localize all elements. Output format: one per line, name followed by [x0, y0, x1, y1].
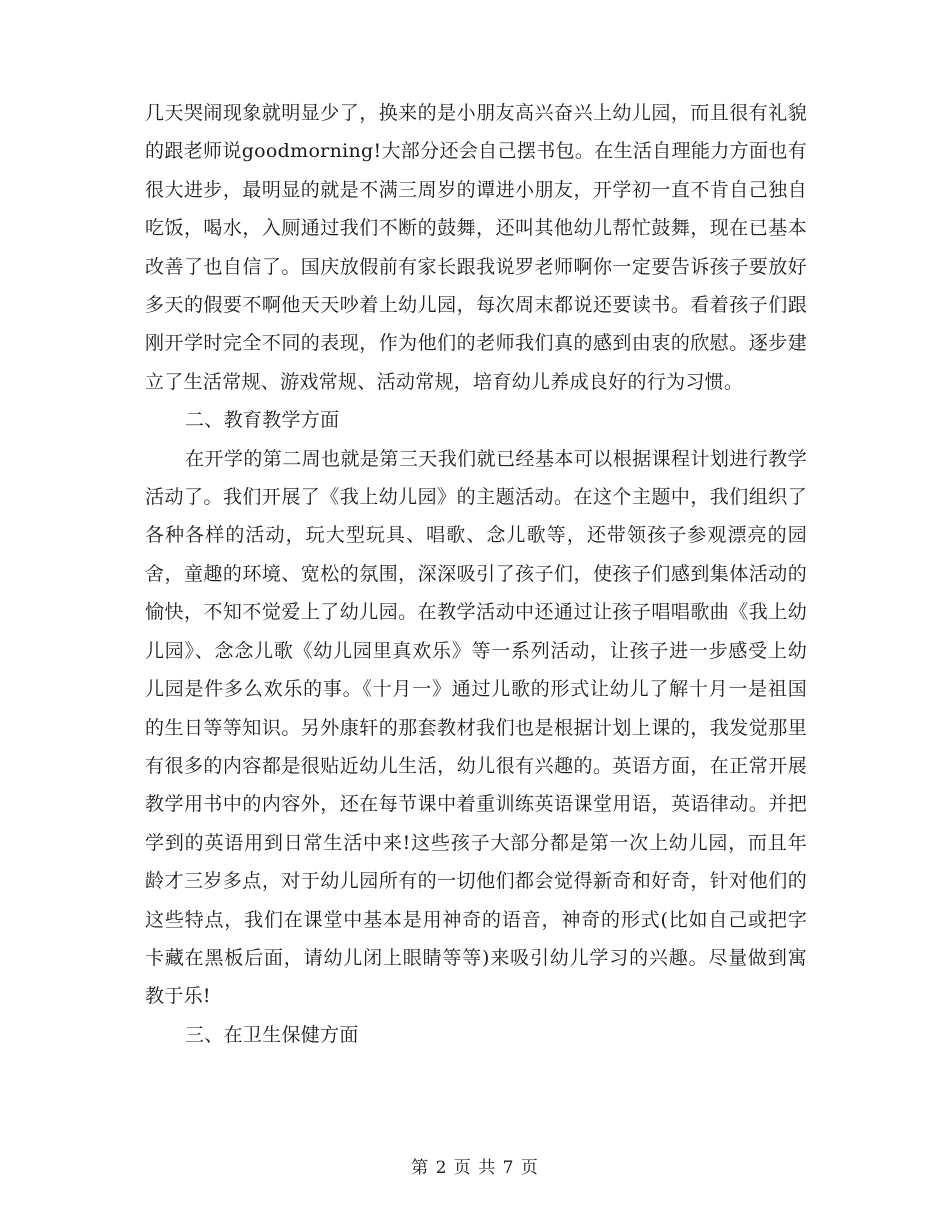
heading-health-care: 三、在卫生保健方面	[185, 1023, 359, 1046]
document-body	[145, 94, 807, 1054]
paragraph-education-teaching: 在开学的第二周也就是第三天我们就已经基本可以根据课程计划进行教学活动了。我们开展了《我上幼儿园》的主题活动。在这个主题中，我们组织了各种各样的活动，玩大型玩具、唱歌、念儿歌等，还带领孩子参观漂亮的园舍，童趣的环境、宽松的氛围，深深吸引了孩子们，使孩子们感到集体活动的愉快，不知不觉爱上了幼儿园。在教学活动中还通过让孩子唱唱歌曲《我上幼儿园》、念念儿歌《幼儿园里真欢乐》等一系列活动，让孩子进一步感受上幼儿园是件多么欢乐的事。《十月一》通过儿歌的形式让幼儿了解十月一是祖国的生日等等知识。另外康轩的那套教材我们也是根据计划上课的，我发觉那里有很多的内容都是很贴近幼儿生活，幼儿很有兴趣的。英语方面，在正常开展教学用书中的内容外，还在每节课中着重训练英语课堂用语，英语律动。并把学到的英语用到日常生活中来!这些孩子大部分都是第一次上幼儿园，而且年龄才三岁多点，对于幼儿园所有的一切他们都会觉得新奇和好奇，针对他们的这些特点，我们在课堂中基本是用神奇的语音，神奇的形式(比如自己或把字卡藏在黑板后面，请幼儿闭上眼睛等等)来吸引幼儿学习的兴趣。尽量做到寓教于乐!	[145, 447, 807, 1008]
paragraph-intro: 几天哭闹现象就明显少了，换来的是小朋友高兴奋兴上幼儿园，而且很有礼貌的跟老师说goodmorning!大部分还会自己摆书包。在生活自理能力方面也有很大进步，最明显的就是不满三周岁的谭进小朋友，开学初一直不肯自己独自吃饭，喝水，入厕通过我们不断的鼓舞，还叫其他幼儿帮忙鼓舞，现在已基本改善了也自信了。国庆放假前有家长跟我说罗老师啊你一定要告诉孩子要放好多天的假要不啊他天天吵着上幼儿园，每次周末都说还要读书。看着孩子们跟刚开学时完全不同的表现，作为他们的老师我们真的感到由衷的欣慰。逐步建立了生活常规、游戏常规、活动常规，培育幼儿养成良好的行为习惯。	[145, 102, 807, 393]
heading-education-teaching: 二、教育教学方面	[185, 409, 340, 432]
page-number-footer: 第 2 页 共 7 页	[411, 1158, 539, 1178]
